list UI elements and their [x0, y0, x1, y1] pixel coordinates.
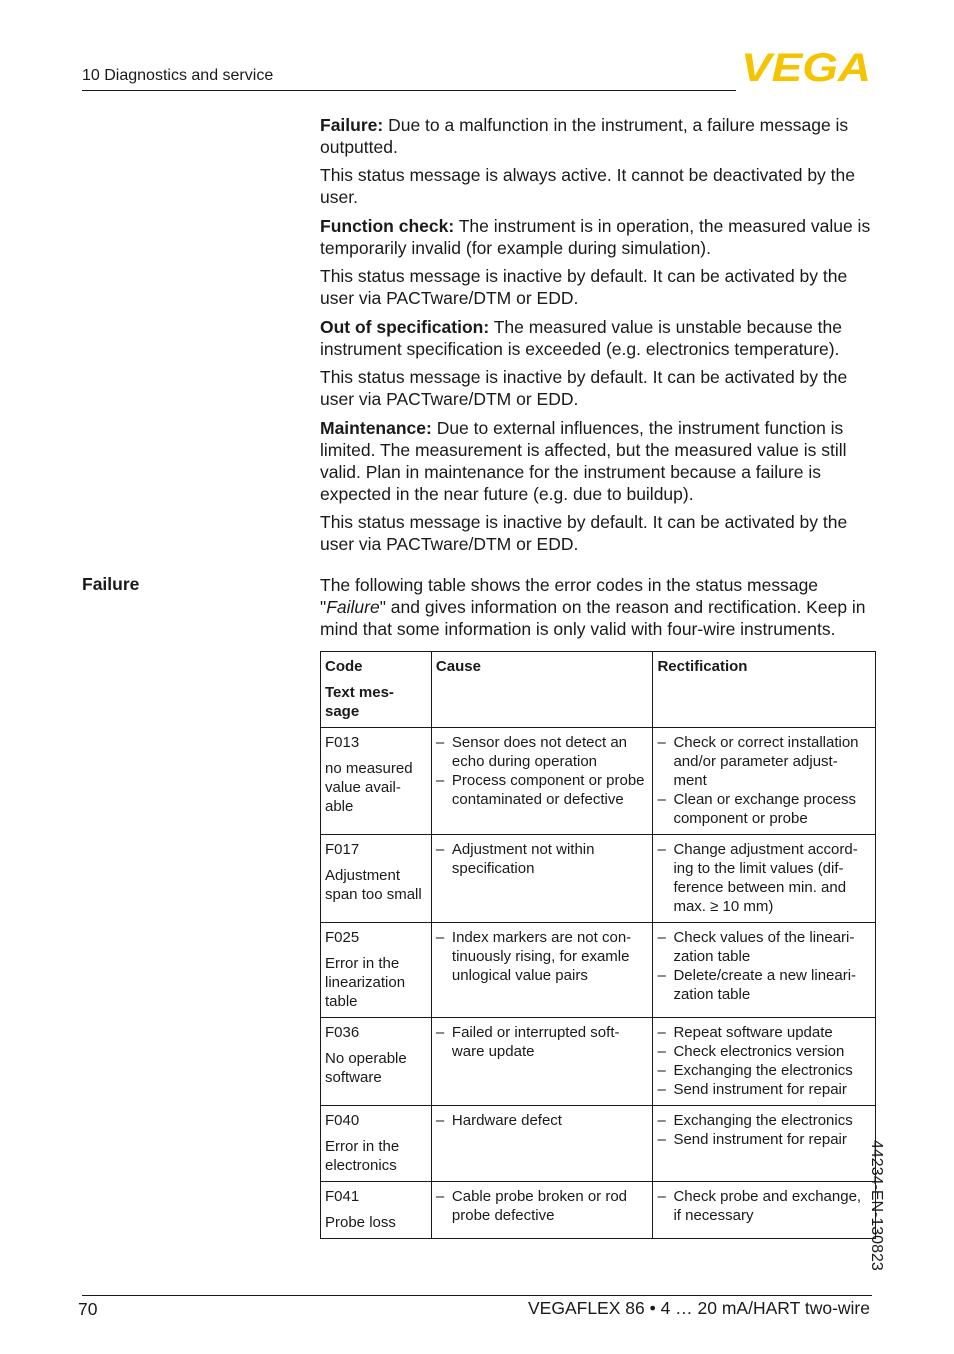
cell-rectification	[653, 835, 876, 923]
list-item: – Change adjustment accord-ing to the limit values (dif-ference between min. and max. ≥ 10 mm)	[657, 840, 871, 916]
header-rule	[82, 90, 736, 91]
status-function-check-paragraph: Function check: The instrument is in operation, the measured value is temporarily invalid (for example during simulation).	[320, 216, 871, 258]
table-row	[321, 728, 876, 835]
header-cause: Cause	[431, 652, 653, 728]
error-code: F013	[325, 734, 360, 751]
table-row	[321, 923, 876, 1018]
list-item: – Process component or probe contaminated or defective	[436, 771, 649, 809]
list-item: – Hardware defect	[436, 1111, 649, 1130]
cell-rectification	[653, 1106, 876, 1182]
list-item: – Index markers are not con-tinuously rising, for examle unlogical value pairs	[436, 928, 649, 985]
status-out-of-spec-paragraph: Out of specification: The measured value is unstable because the instrument specification is exceeded (e.g. electronics temperature).	[320, 317, 843, 359]
cell-rectification	[653, 1182, 876, 1239]
cell-cause	[431, 1182, 653, 1239]
list-item: – Cable probe broken or rod probe defective	[436, 1187, 649, 1225]
list-item: – Send instrument for repair	[657, 1130, 871, 1149]
list-item: – Check values of the lineari-zation table	[657, 928, 871, 966]
list-item: – Failed or interrupted soft-ware update	[436, 1023, 649, 1061]
list-item: – Check electronics version	[657, 1042, 871, 1061]
table-row	[321, 1018, 876, 1106]
list-item: – Sensor does not detect an echo during operation	[436, 733, 649, 771]
vega-logo-icon	[741, 50, 873, 84]
cell-code	[321, 1106, 432, 1182]
table-row	[321, 1106, 876, 1182]
list-item: – Send instrument for repair	[657, 1080, 871, 1099]
list-item: – Adjustment not within specification	[436, 840, 649, 878]
cell-cause	[431, 1018, 653, 1106]
footer-rule	[82, 1295, 872, 1296]
status-out-of-spec-note: This status message is inactive by default. It can be activated by the user via PACTware/DTM or EDD.	[320, 367, 848, 409]
error-message: Probe loss	[325, 1214, 396, 1231]
list-item: – Exchanging the electronics	[657, 1111, 871, 1130]
error-code: F017	[325, 841, 360, 858]
cell-cause	[431, 923, 653, 1018]
table-row	[321, 835, 876, 923]
cell-code	[321, 728, 432, 835]
header-code: Code Text mes- sage	[321, 652, 432, 728]
status-message-descriptions	[320, 114, 876, 562]
error-code-table	[320, 651, 876, 1239]
error-code: F025	[325, 929, 360, 946]
error-message: Adjustment span too small	[325, 867, 422, 903]
cell-cause	[431, 728, 653, 835]
cell-cause	[431, 1106, 653, 1182]
error-code: F040	[325, 1112, 360, 1129]
table-row	[321, 1182, 876, 1239]
status-failure-paragraph: Failure: Due to a malfunction in the instrument, a failure message is outputted.	[320, 115, 849, 157]
cell-rectification	[653, 1018, 876, 1106]
failure-side-heading: Failure	[82, 574, 140, 594]
status-failure-note: This status message is always active. It cannot be deactivated by the user.	[320, 165, 855, 207]
list-item: – Check or correct installation and/or parameter adjust-ment	[657, 733, 871, 790]
list-item: – Check probe and exchange, if necessary	[657, 1187, 871, 1225]
error-message: No operable software	[325, 1050, 407, 1086]
error-message: no measured value avail-able	[325, 760, 413, 815]
cell-code	[321, 923, 432, 1018]
header-rectification: Rectification	[653, 652, 876, 728]
error-message: Error in the electronics	[325, 1138, 400, 1174]
cell-code	[321, 1018, 432, 1106]
status-maintenance-paragraph: Maintenance: Due to external influences, the instrument function is limited. The measurement is affected, but the measured value is still valid. Plan in maintenance for the instrument because a failure is expected in the near future (e.g. due to buildup).	[320, 418, 847, 504]
cell-rectification	[653, 923, 876, 1018]
status-function-check-note: This status message is inactive by default. It can be activated by the user via PACTware/DTM or EDD.	[320, 266, 848, 308]
footer-document-title: VEGAFLEX 86 • 4 … 20 mA/HART two-wire	[528, 1298, 870, 1318]
cell-code	[321, 835, 432, 923]
header-section-title: 10 Diagnostics and service	[82, 67, 274, 84]
list-item: – Clean or exchange process component or probe	[657, 790, 871, 828]
table-header-row	[321, 652, 876, 728]
cell-cause	[431, 835, 653, 923]
cell-rectification	[653, 728, 876, 835]
list-item: – Exchanging the electronics	[657, 1061, 871, 1080]
document-id-vertical: 44234-EN-130823	[868, 1140, 885, 1271]
error-code: F041	[325, 1188, 360, 1205]
cell-code	[321, 1182, 432, 1239]
status-maintenance-note: This status message is inactive by default. It can be activated by the user via PACTware/DTM or EDD.	[320, 512, 848, 554]
list-item: – Delete/create a new lineari-zation table	[657, 966, 871, 1004]
page-number: 70	[78, 1299, 98, 1319]
list-item: – Repeat software update	[657, 1023, 871, 1042]
logo-text: VEGA	[741, 50, 871, 84]
vega-logo	[741, 50, 873, 84]
error-message: Error in the linearization table	[325, 955, 406, 1010]
failure-intro-text: The following table shows the error codes in the status message "Failure" and gives information on the reason and rectification. Keep in mind that some information is only valid with four-wire instruments.	[320, 575, 866, 639]
error-code: F036	[325, 1024, 360, 1041]
